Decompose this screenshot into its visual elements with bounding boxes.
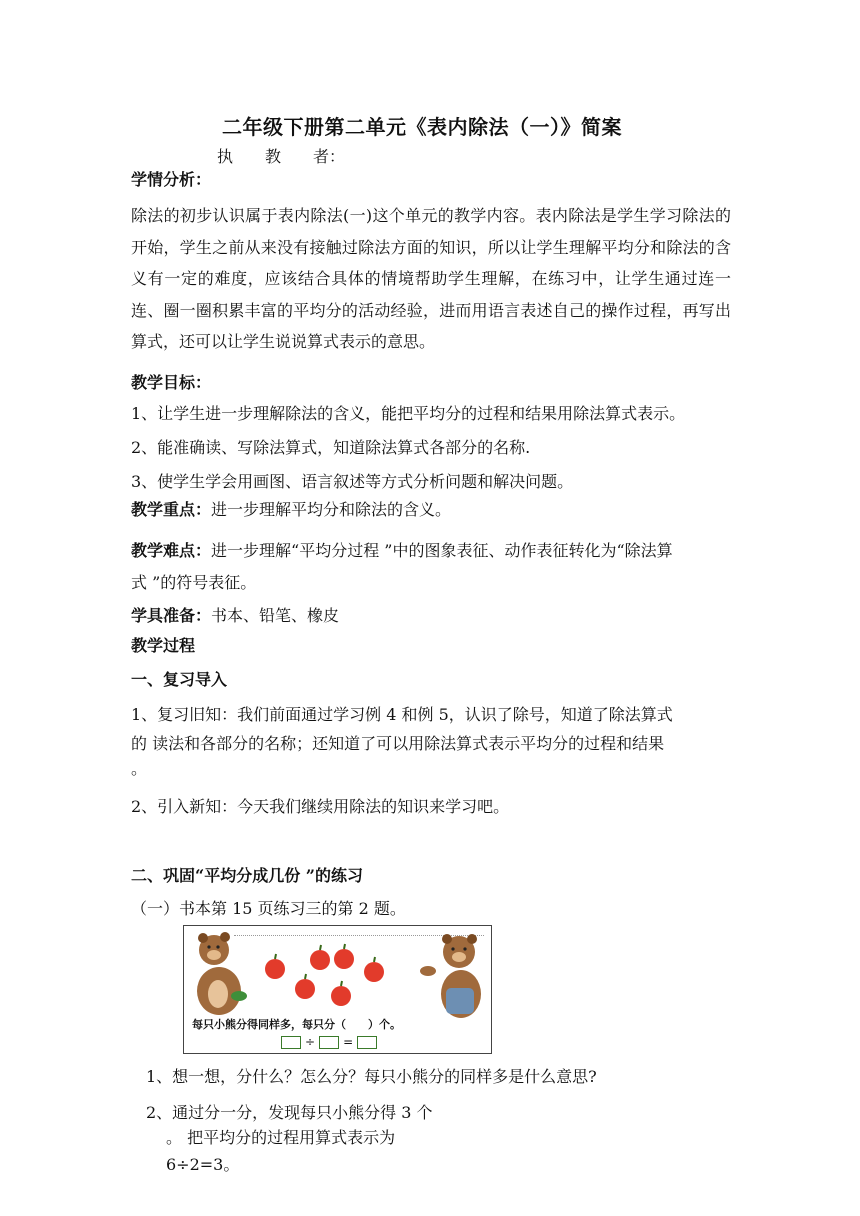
key-point: [131, 500, 451, 520]
section1-item1-line3: 。: [131, 759, 148, 778]
quotient-box: [357, 1036, 377, 1049]
difficulty-label: 教学难点：: [131, 541, 212, 560]
goals-heading: 教学目标：: [131, 373, 212, 392]
section1-item2: 2、引入新知：今天我们继续用除法的知识来学习吧。: [131, 797, 510, 816]
figure-illustration: [184, 926, 491, 1053]
situation-heading: 学情分析：: [131, 170, 212, 189]
key-point-text: 进一步理解平均分和除法的含义。: [211, 500, 452, 519]
equals-symbol: =: [343, 1035, 354, 1049]
question-1: 1、想一想，分什么？怎么分？每只小熊分的同样多是什么意思?: [146, 1067, 597, 1086]
left-bear-icon: [197, 932, 247, 1015]
apple-icons: [265, 944, 384, 1006]
situation-body: 除法的初步认识属于表内除法(一)这个单元的教学内容。表内除法是学生学习除法的开始，学生之前从来没有接触过除法方面的知识，所以让学生理解平均分和除法的含义有一定的难度，应该结合具体的情境帮助学生理解，在练习中，让学生通过连一连、圈一圈积累丰富的平均分的活动经验，进而用语言表述自己的操作过程，再写出算式，还可以让学生说说算式表示的意思。: [131, 206, 731, 351]
divide-symbol: ÷: [305, 1035, 316, 1049]
process-heading: 教学过程: [131, 636, 196, 655]
document-title: 二年级下册第二单元《表内除法（一）》简案: [222, 115, 622, 139]
figure-caption: 每只小熊分得同样多，每只分（ ）个。: [192, 1018, 401, 1031]
goal-item-2: 2、能准确读、写除法算式，知道除法算式各部分的名称.: [131, 438, 531, 457]
question-2: 2、通过分一分，发现每只小熊分得 3 个: [146, 1103, 433, 1122]
section1-item1-line1: 1、复习旧知：我们前面通过学习例 4 和例 5，认识了除号，知道了除法算式: [131, 705, 673, 724]
difficulty-text: 进一步理解“平均分过程 ”中的图象表征、动作表征转化为“除法算: [211, 541, 673, 560]
question-2-continued: 。 把平均分的过程用算式表示为: [166, 1128, 396, 1147]
section1-item1-line2: 的 读法和各部分的名称；还知道了可以用除法算式表示平均分的过程和结果: [131, 734, 665, 753]
divisor-box: [319, 1036, 339, 1049]
difficulty-line-1: [131, 541, 673, 561]
question-2-formula: 6÷2=3。: [166, 1155, 240, 1174]
exercise-figure: [183, 925, 492, 1054]
difficulty-line-2: 式 ”的符号表征。: [131, 573, 257, 592]
teacher-label: 执 教 者：: [217, 147, 346, 166]
section2-sub1: （一）书本第 15 页练习三的第 2 题。: [131, 899, 406, 918]
goal-item-3: 3、使学生学会用画图、语言叙述等方式分析问题和解决问题。: [131, 472, 574, 491]
section2-heading: 二、巩固“平均分成几份 ”的练习: [131, 866, 363, 885]
key-point-label: 教学重点：: [131, 500, 212, 519]
figure-equation: [281, 1035, 377, 1049]
tools: [131, 606, 339, 626]
dividend-box: [281, 1036, 301, 1049]
tools-text: 书本、铅笔、橡皮: [211, 606, 340, 625]
right-bear-icon: [420, 934, 481, 1018]
section1-heading: 一、复习导入: [131, 670, 228, 689]
tools-label: 学具准备：: [131, 606, 212, 625]
goal-item-1: 1、让学生进一步理解除法的含义，能把平均分的过程和结果用除法算式表示。: [131, 404, 686, 423]
